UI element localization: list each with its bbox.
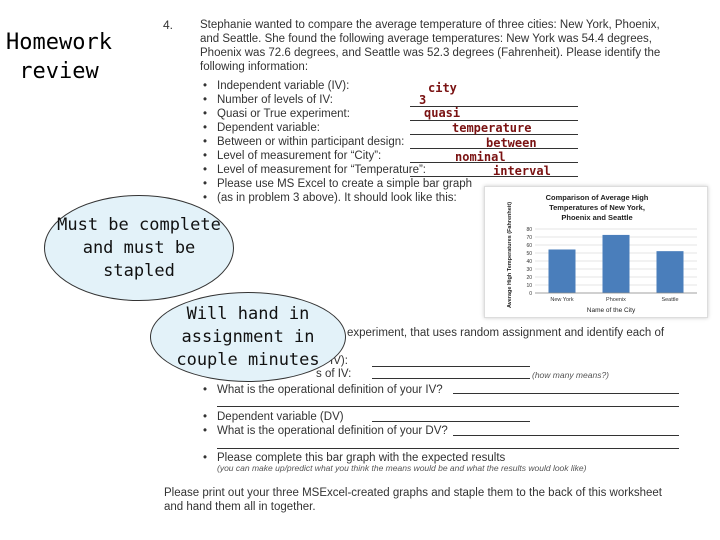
chart-svg bbox=[485, 187, 709, 319]
callout-bubble-complete bbox=[44, 195, 234, 301]
answer-levels: 3 bbox=[419, 93, 427, 107]
answer-line bbox=[217, 406, 679, 407]
y-tick-label: 50 bbox=[526, 251, 532, 257]
bar-new-york bbox=[549, 249, 576, 293]
answer-city-level: nominal bbox=[455, 150, 506, 164]
list-item: • What is the operational definition of your DV? bbox=[203, 424, 448, 438]
footer-instructions: Please print out your three MSExcel-created graphs and staple them to the back of this worksheet and hand them all in together. bbox=[164, 487, 662, 513]
chart-x-axis-label: Name of the City bbox=[586, 307, 636, 314]
bar-chart bbox=[484, 186, 708, 318]
answer-line bbox=[217, 448, 679, 449]
list-item: • Level of measurement for “City”: bbox=[203, 149, 483, 163]
list-item: • Quasi or True experiment: bbox=[203, 107, 483, 121]
chart-title-line: Temperatures of New York, bbox=[549, 203, 645, 212]
list-item: • Independent variable (IV): bbox=[203, 79, 483, 93]
part2-iv: IV): bbox=[330, 355, 348, 367]
y-tick-label: 80 bbox=[526, 227, 532, 233]
chart-y-axis-label: Average High Temperatures (Fahrenheit) bbox=[507, 201, 513, 309]
answer-design: between bbox=[486, 136, 537, 150]
answer-dv: temperature bbox=[452, 121, 532, 135]
list-item: • Between or within participant design: bbox=[203, 135, 483, 149]
y-tick-label: 60 bbox=[526, 243, 532, 249]
y-tick-label: 20 bbox=[526, 275, 532, 281]
slide-title-line2: review bbox=[6, 59, 99, 84]
y-tick-label: 40 bbox=[526, 259, 532, 265]
bar-seattle bbox=[657, 251, 684, 293]
complete-graph-note: (you can make up/predict what you think the means would be and what the results would look like) bbox=[217, 463, 587, 473]
y-tick-label: 70 bbox=[526, 235, 532, 241]
y-tick-label: 0 bbox=[529, 291, 532, 297]
chart-title bbox=[546, 193, 649, 222]
x-tick-label: New York bbox=[550, 297, 574, 303]
answer-temp-level: interval bbox=[493, 164, 551, 178]
list-item: • Please complete this bar graph with the expected results bbox=[203, 451, 505, 465]
question-text: Stephanie wanted to compare the average temperature of three cities: New York, Phoenix, and Seattle. She found the following average temperatures: New York was 54.4 degrees, Phoenix was 72.6 degrees, and Seattle was 52.3 degrees (Fahrenheit). Please identify the following information: bbox=[200, 19, 661, 73]
answer-line bbox=[372, 421, 530, 422]
question-items bbox=[203, 79, 483, 205]
callout-text: Must be complete and must be stapled bbox=[57, 214, 221, 281]
list-item: • Level of measurement for “Temperature”: bbox=[203, 163, 483, 177]
slide-title-line1: Homework bbox=[6, 30, 112, 55]
answer-line bbox=[372, 366, 530, 367]
list-item: • Dependent variable: bbox=[203, 121, 483, 135]
answer-quasi: quasi bbox=[424, 106, 461, 120]
x-tick-label: Phoenix bbox=[606, 297, 626, 303]
chart-title-line: Phoenix and Seattle bbox=[561, 213, 633, 222]
list-item: • Please use MS Excel to create a simple bar graph bbox=[203, 177, 483, 191]
question-number: 4. bbox=[163, 18, 174, 32]
slide-title bbox=[6, 28, 112, 86]
list-item: • What is the operational definition of your IV? bbox=[203, 383, 443, 397]
bar-phoenix bbox=[603, 235, 630, 293]
list-item: • Number of levels of IV: bbox=[203, 93, 483, 107]
part2-text: experiment, that uses random assignment and identify each of bbox=[347, 327, 665, 339]
answer-line bbox=[372, 378, 530, 379]
y-tick-label: 30 bbox=[526, 267, 532, 273]
answer-iv: city bbox=[428, 81, 457, 95]
callout-text: Will hand in assignment in couple minutes bbox=[176, 303, 320, 370]
list-item: • Dependent variable (DV) bbox=[203, 410, 344, 424]
chart-title-line: Comparison of Average High bbox=[545, 193, 649, 202]
y-tick-label: 10 bbox=[526, 283, 532, 289]
list-item: • (as in problem 3 above). It should look like this: bbox=[203, 191, 483, 205]
part2-levels: s of IV: bbox=[316, 368, 352, 380]
callout-bubble-hand-in bbox=[150, 292, 346, 382]
answer-line bbox=[453, 435, 679, 436]
x-tick-label: Seattle bbox=[661, 297, 679, 303]
answer-line bbox=[453, 393, 679, 394]
how-many-means-note: (how many means?) bbox=[532, 370, 610, 380]
